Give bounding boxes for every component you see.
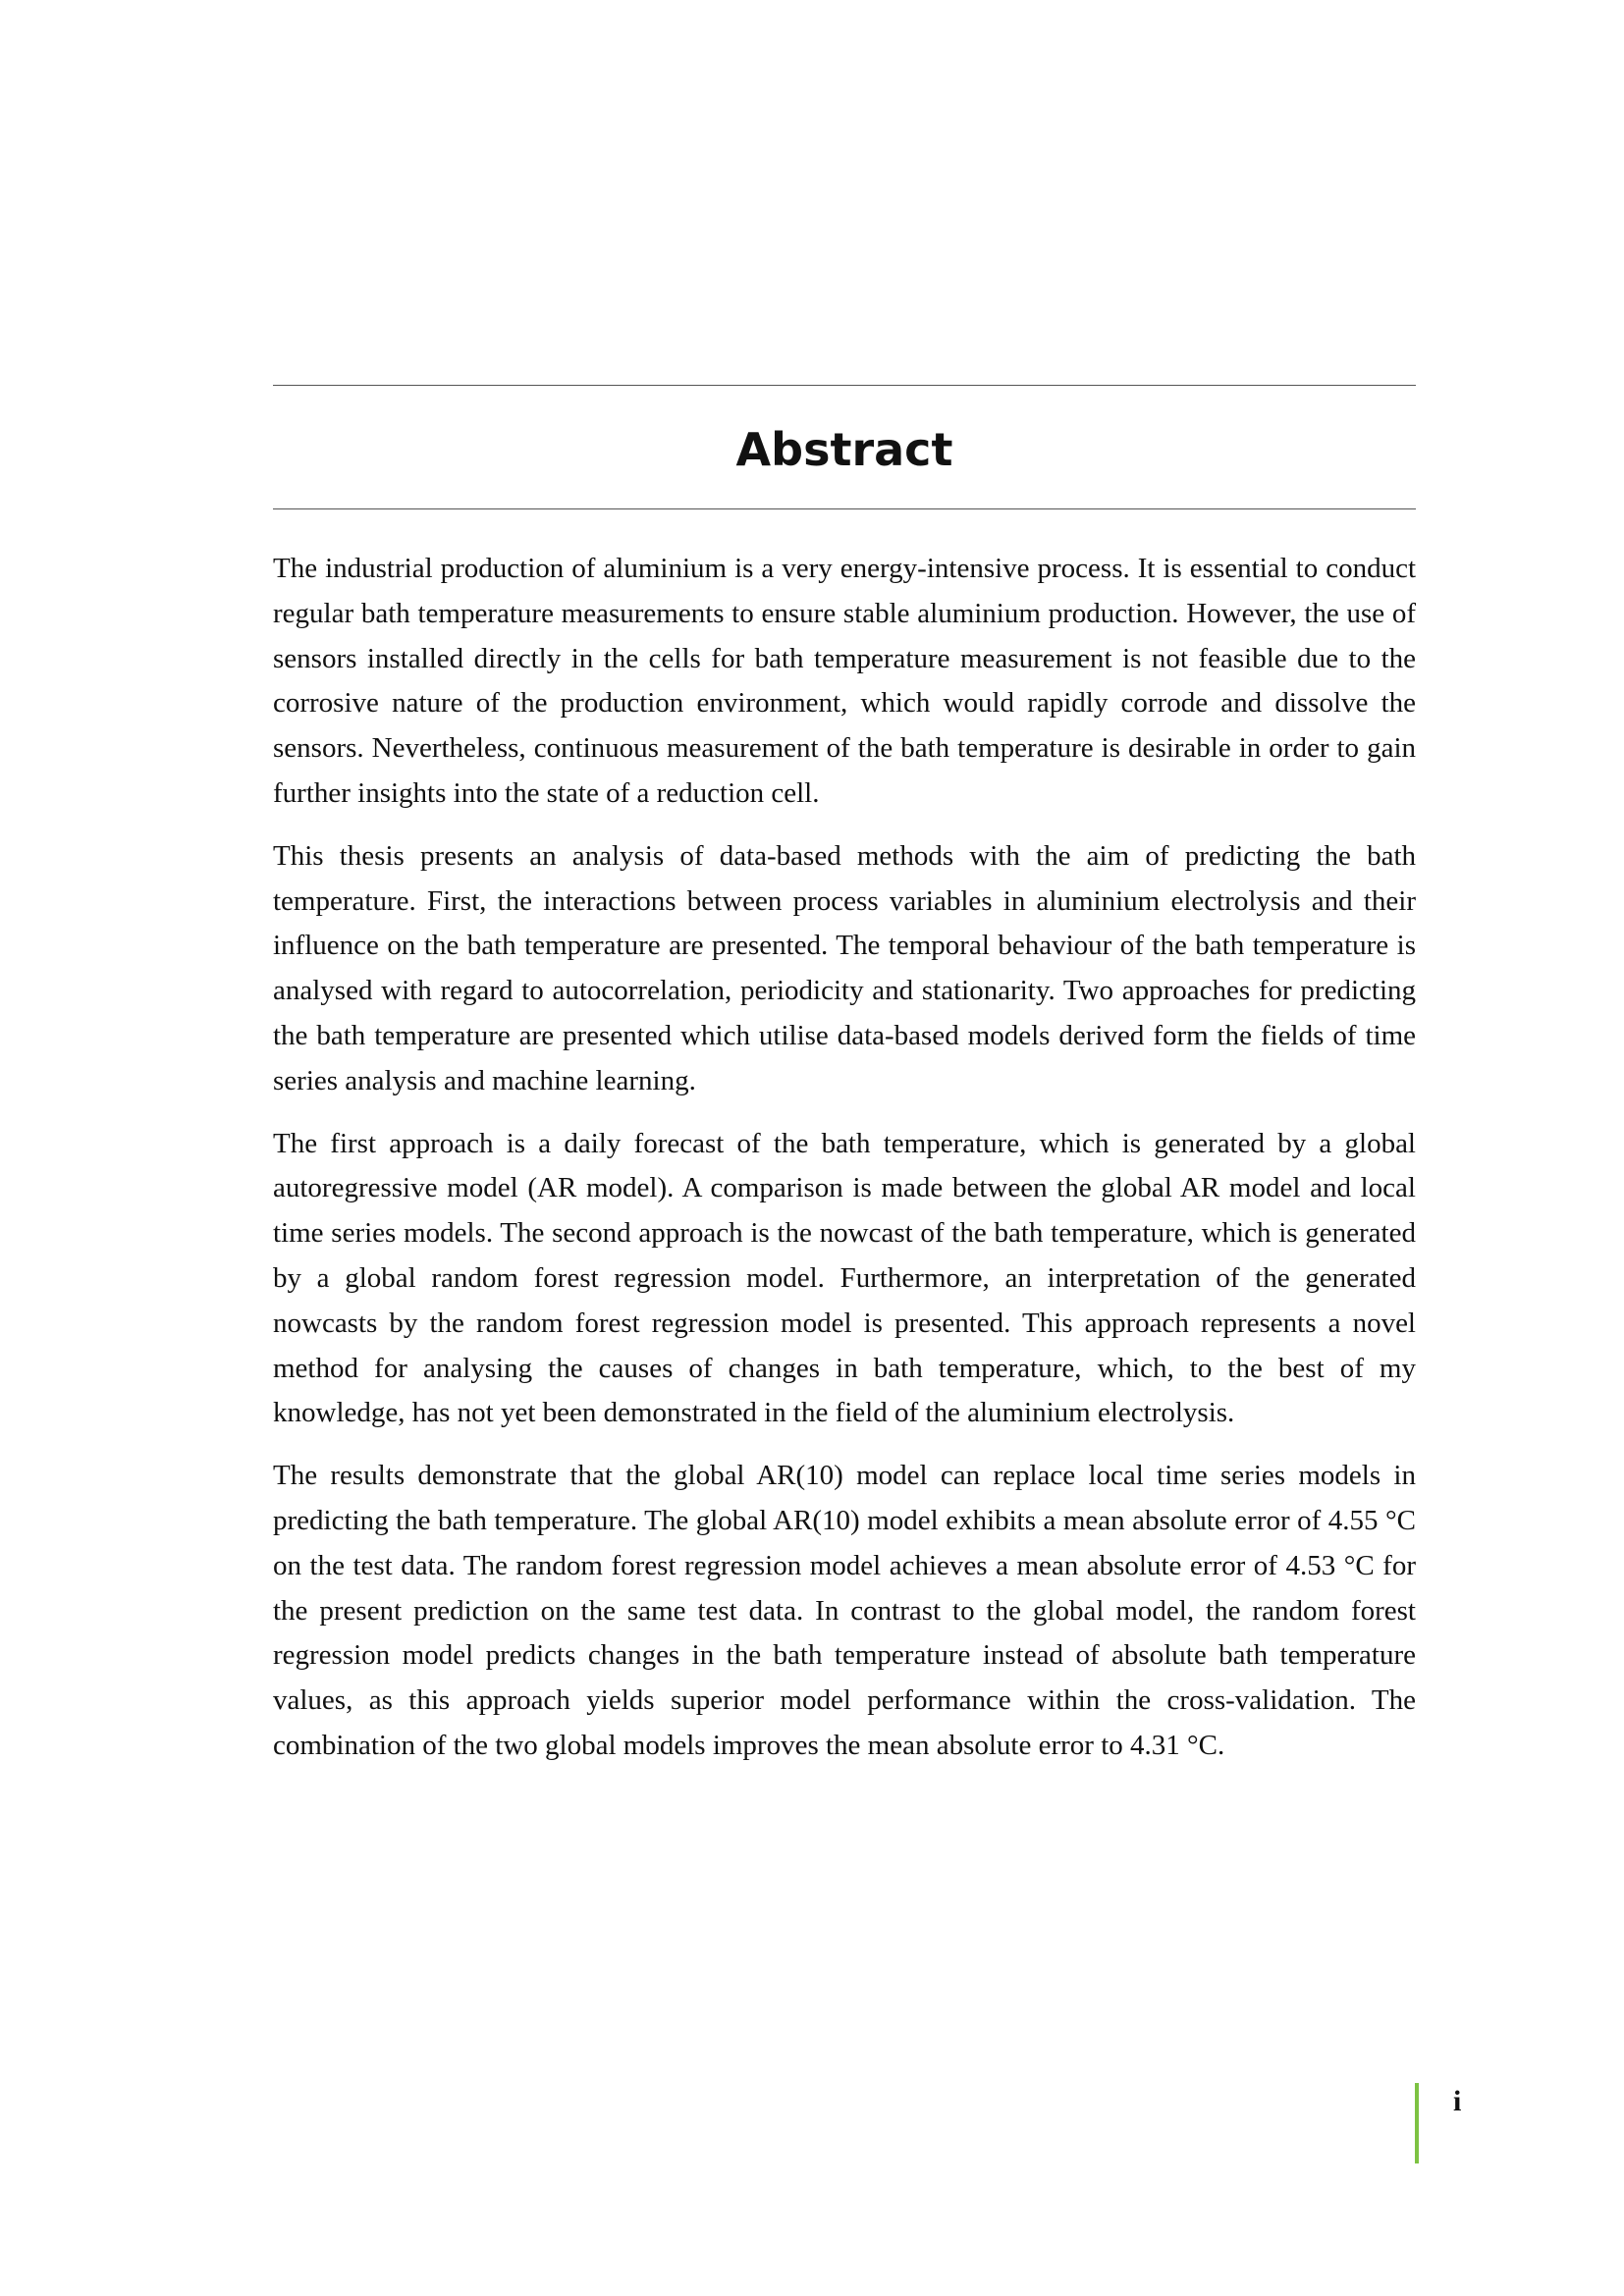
page-number: i — [1453, 2085, 1462, 2117]
abstract-body — [273, 547, 1416, 1787]
abstract-paragraph-2: This thesis presents an analysis of data-based methods with the aim of predicting the bath temperature. First, the interactions between process variables in aluminium electrolysis and their influence on the bath temperature are presented. The temporal behaviour of the bath temperature is analysed with regard to autocorrelation, periodicity and stationarity. Two approaches for predicting the bath temperature are presented which utilise data-based models derived form the fields of time series analysis and machine learning. — [273, 839, 1416, 1096]
abstract-paragraph-1: The industrial production of aluminium is a very energy-intensive process. It is essential to conduct regular bath temperature measurements to ensure stable aluminium production. However, the use of sensors installed directly in the cells for bath temperature measurement is not feasible due to the corrosive nature of the production environment, which would rapidly corrode and dissolve the sensors. Nevertheless, continuous measurement of the bath temperature is desirable in order to gain further insights into the state of a reduction cell. — [273, 553, 1416, 809]
title-top-rule — [273, 385, 1416, 386]
page-title: Abstract — [735, 423, 953, 476]
abstract-paragraph-3: The first approach is a daily forecast of the bath temperature, which is generated by a global autoregressive model (AR model). A comparison is made between the global AR model and local time series models. The second approach is the nowcast of the bath temperature, which is generated by a global random forest regression model. Furthermore, an interpretation of the generated nowcasts by the random forest regression model is presented. This approach represents a novel method for analysing the causes of changes in bath temperature, which, to the best of my knowledge, has not yet been demonstrated in the field of the aluminium electrolysis. — [273, 1127, 1416, 1429]
title-bottom-rule — [273, 508, 1416, 509]
abstract-paragraph-4: The results demonstrate that the global AR(10) model can replace local time series models in predicting the bath temperature. The global AR(10) model exhibits a mean absolute error of 4.55 °C on the test data. The random forest regression model achieves a mean absolute error of 4.53 °C for the present prediction on the same test data. In contrast to the global model, the random forest regression model predicts changes in the bath temperature instead of absolute bath temperature values, as this approach yields superior model performance within the cross-validation. The combination of the two global models improves the mean absolute error to 4.31 °C. — [273, 1460, 1416, 1761]
page-number-marker — [1415, 2083, 1419, 2163]
